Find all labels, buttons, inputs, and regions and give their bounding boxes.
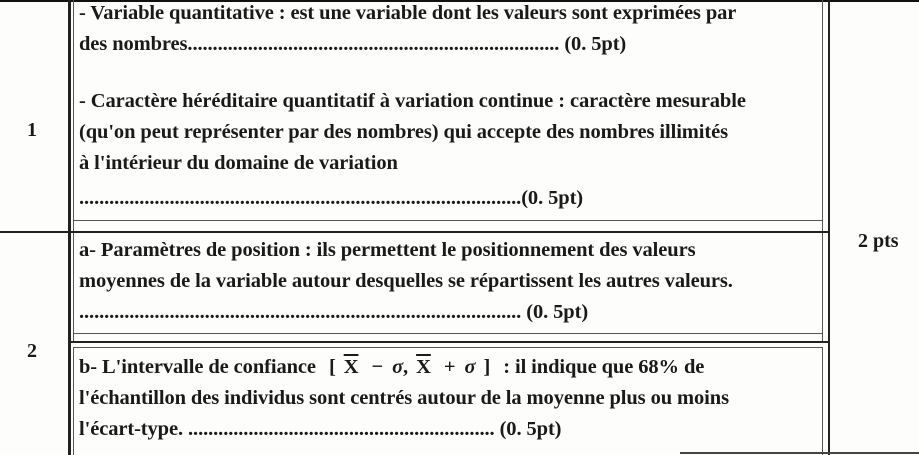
- text-line: des nombres.......................................................................... (0. 5pt): [79, 33, 627, 55]
- sigma: σ: [464, 356, 476, 378]
- bottom-right-rule: [680, 452, 919, 454]
- item-a-parametres-position: [79, 235, 733, 328]
- inner-box-b-top: [73, 347, 823, 348]
- inner-box-a-bottom: [73, 333, 823, 334]
- text-fragment: b- L'intervalle de confiance: [79, 356, 316, 378]
- row-number-1: 1: [27, 119, 37, 141]
- text-line: (qu'on peut représenter par des nombres) qui accepte des nombres illimités: [79, 121, 728, 143]
- definition-caractere-hereditaire: [79, 86, 746, 214]
- text-line: moyennes de la variable autour desquelles se répartissent les autres valeurs.: [79, 270, 733, 292]
- column-divider-left: [68, 0, 71, 455]
- x-bar: $\overline{X}$: [416, 356, 431, 378]
- item-b-intervalle-confiance: [79, 352, 729, 445]
- minus-sign: −: [371, 356, 384, 378]
- column-divider-right: [828, 0, 830, 455]
- text-line: - Caractère héréditaire quantitatif à variation continue : caractère mesurable: [79, 90, 746, 112]
- row-divider-1-2: [0, 231, 830, 233]
- text-line: ........................................................................................(0. 5pt): [79, 187, 584, 209]
- confidence-interval-formula: [329, 356, 495, 378]
- plus-sign: +: [443, 356, 456, 378]
- inner-box-b-left: [73, 347, 74, 455]
- inner-box-a-right: [822, 233, 823, 341]
- text-fragment: : il indique que 68% de: [503, 356, 705, 378]
- inner-box-b-right: [822, 347, 823, 455]
- text-line: l'écart-type. ............................................................. (0. 5pt): [79, 418, 562, 440]
- bracket-open: [: [328, 356, 336, 378]
- inner-box-bottom: [73, 220, 823, 221]
- definition-variable-quantitative: [79, 0, 736, 60]
- text-line: à l'intérieur du domaine de variation: [79, 152, 398, 174]
- inner-box-a-left: [73, 233, 74, 341]
- row-number-2: 2: [27, 340, 37, 362]
- bracket-close: ]: [483, 356, 491, 378]
- text-line: ........................................................................................ (0. 5pt): [79, 301, 589, 323]
- item-divider-b: [68, 341, 830, 343]
- sigma: σ: [392, 356, 404, 378]
- text-line: - Variable quantitative : est une variable dont les valeurs sont exprimées par: [79, 2, 737, 24]
- comma: ,: [403, 356, 409, 378]
- text-line: a- Paramètres de position : ils permettent le positionnement des valeurs: [79, 239, 696, 261]
- total-points: 2 pts: [858, 230, 899, 252]
- text-line: l'échantillon des individus sont centrés autour de la moyenne plus ou moins: [79, 387, 729, 409]
- inner-box-left: [73, 0, 74, 231]
- inner-box-right: [822, 0, 823, 231]
- text-line: [79, 352, 729, 383]
- x-bar: $\overline{X}$: [343, 356, 359, 378]
